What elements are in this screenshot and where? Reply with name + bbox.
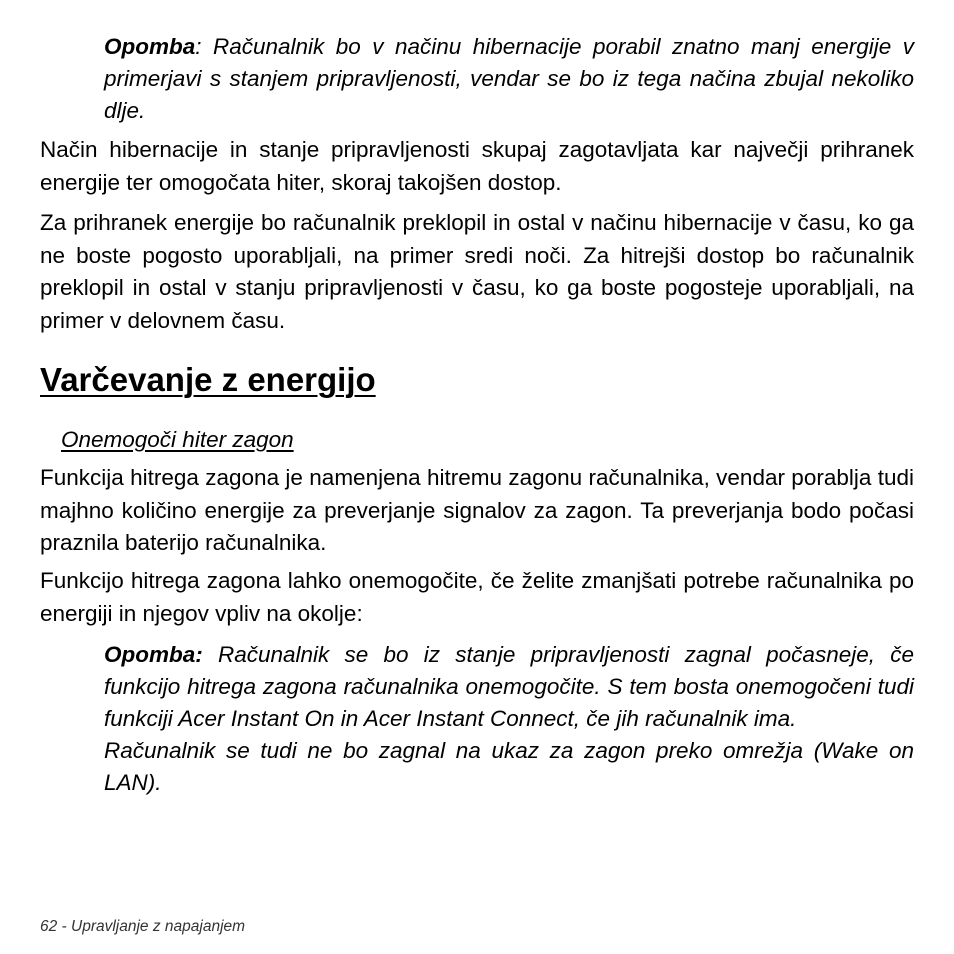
note-fast-startup (104, 639, 914, 799)
subheading-disable-fast-startup: Onemogoči hiter zagon (61, 427, 294, 452)
note-fast-startup-wol: Računalnik se tudi ne bo zagnal na ukaz za zagon preko omrežja (Wake on LAN). (104, 738, 914, 795)
note-text: Računalnik se bo iz stanje pripravljenosti zagnal počasneje, če funkcijo hitrega zagona računalnika onemogočite. S tem bosta onemogočeni tudi funkciji Acer Instant On in Acer Instant Connect, če jih računalnik ima. (104, 642, 914, 731)
note-fast-startup-main (104, 639, 914, 735)
paragraph-energy-savings: Za prihranek energije bo računalnik preklopil in ostal v načinu hibernacije v času, ko ga ne boste pogosto uporabljali, na primer sredi noči. Za hitrejši dostop bo računalnik preklopil in ostal v stanju pripravljenosti v času, ko ga boste pogosteje uporabljali, na primer v delovnem času. (40, 210, 914, 333)
section-heading: Varčevanje z energijo (40, 361, 376, 398)
page-footer: 62 - Upravljanje z napajanjem (40, 918, 246, 935)
paragraph-disable-fast-startup: Funkcijo hitrega zagona lahko onemogočite, če želite zmanjšati potrebe računalnika po energiji in njegov vpliv na okolje: (40, 568, 914, 626)
note-hibernation (104, 31, 914, 127)
paragraph-fast-startup: Funkcija hitrega zagona je namenjena hitremu zagonu računalnika, vendar porablja tudi majhno količino energije za preverjanje signalov za zagon. Ta preverjanja bodo počasi praznila baterijo računalnika. (40, 465, 914, 555)
note-text: : Računalnik bo v načinu hibernacije porabil znatno manj energije v primerjavi s stanjem pripravljenosti, vendar se bo iz tega načina zbujal nekoliko dlje. (104, 34, 914, 123)
paragraph-hibernation-standby: Način hibernacije in stanje pripravljenosti skupaj zagotavljata kar največji prihranek energije ter omogočata hiter, skoraj takojšen dostop. (40, 137, 914, 195)
note-label: Opomba: (104, 642, 203, 667)
note-label: Opomba (104, 34, 196, 59)
